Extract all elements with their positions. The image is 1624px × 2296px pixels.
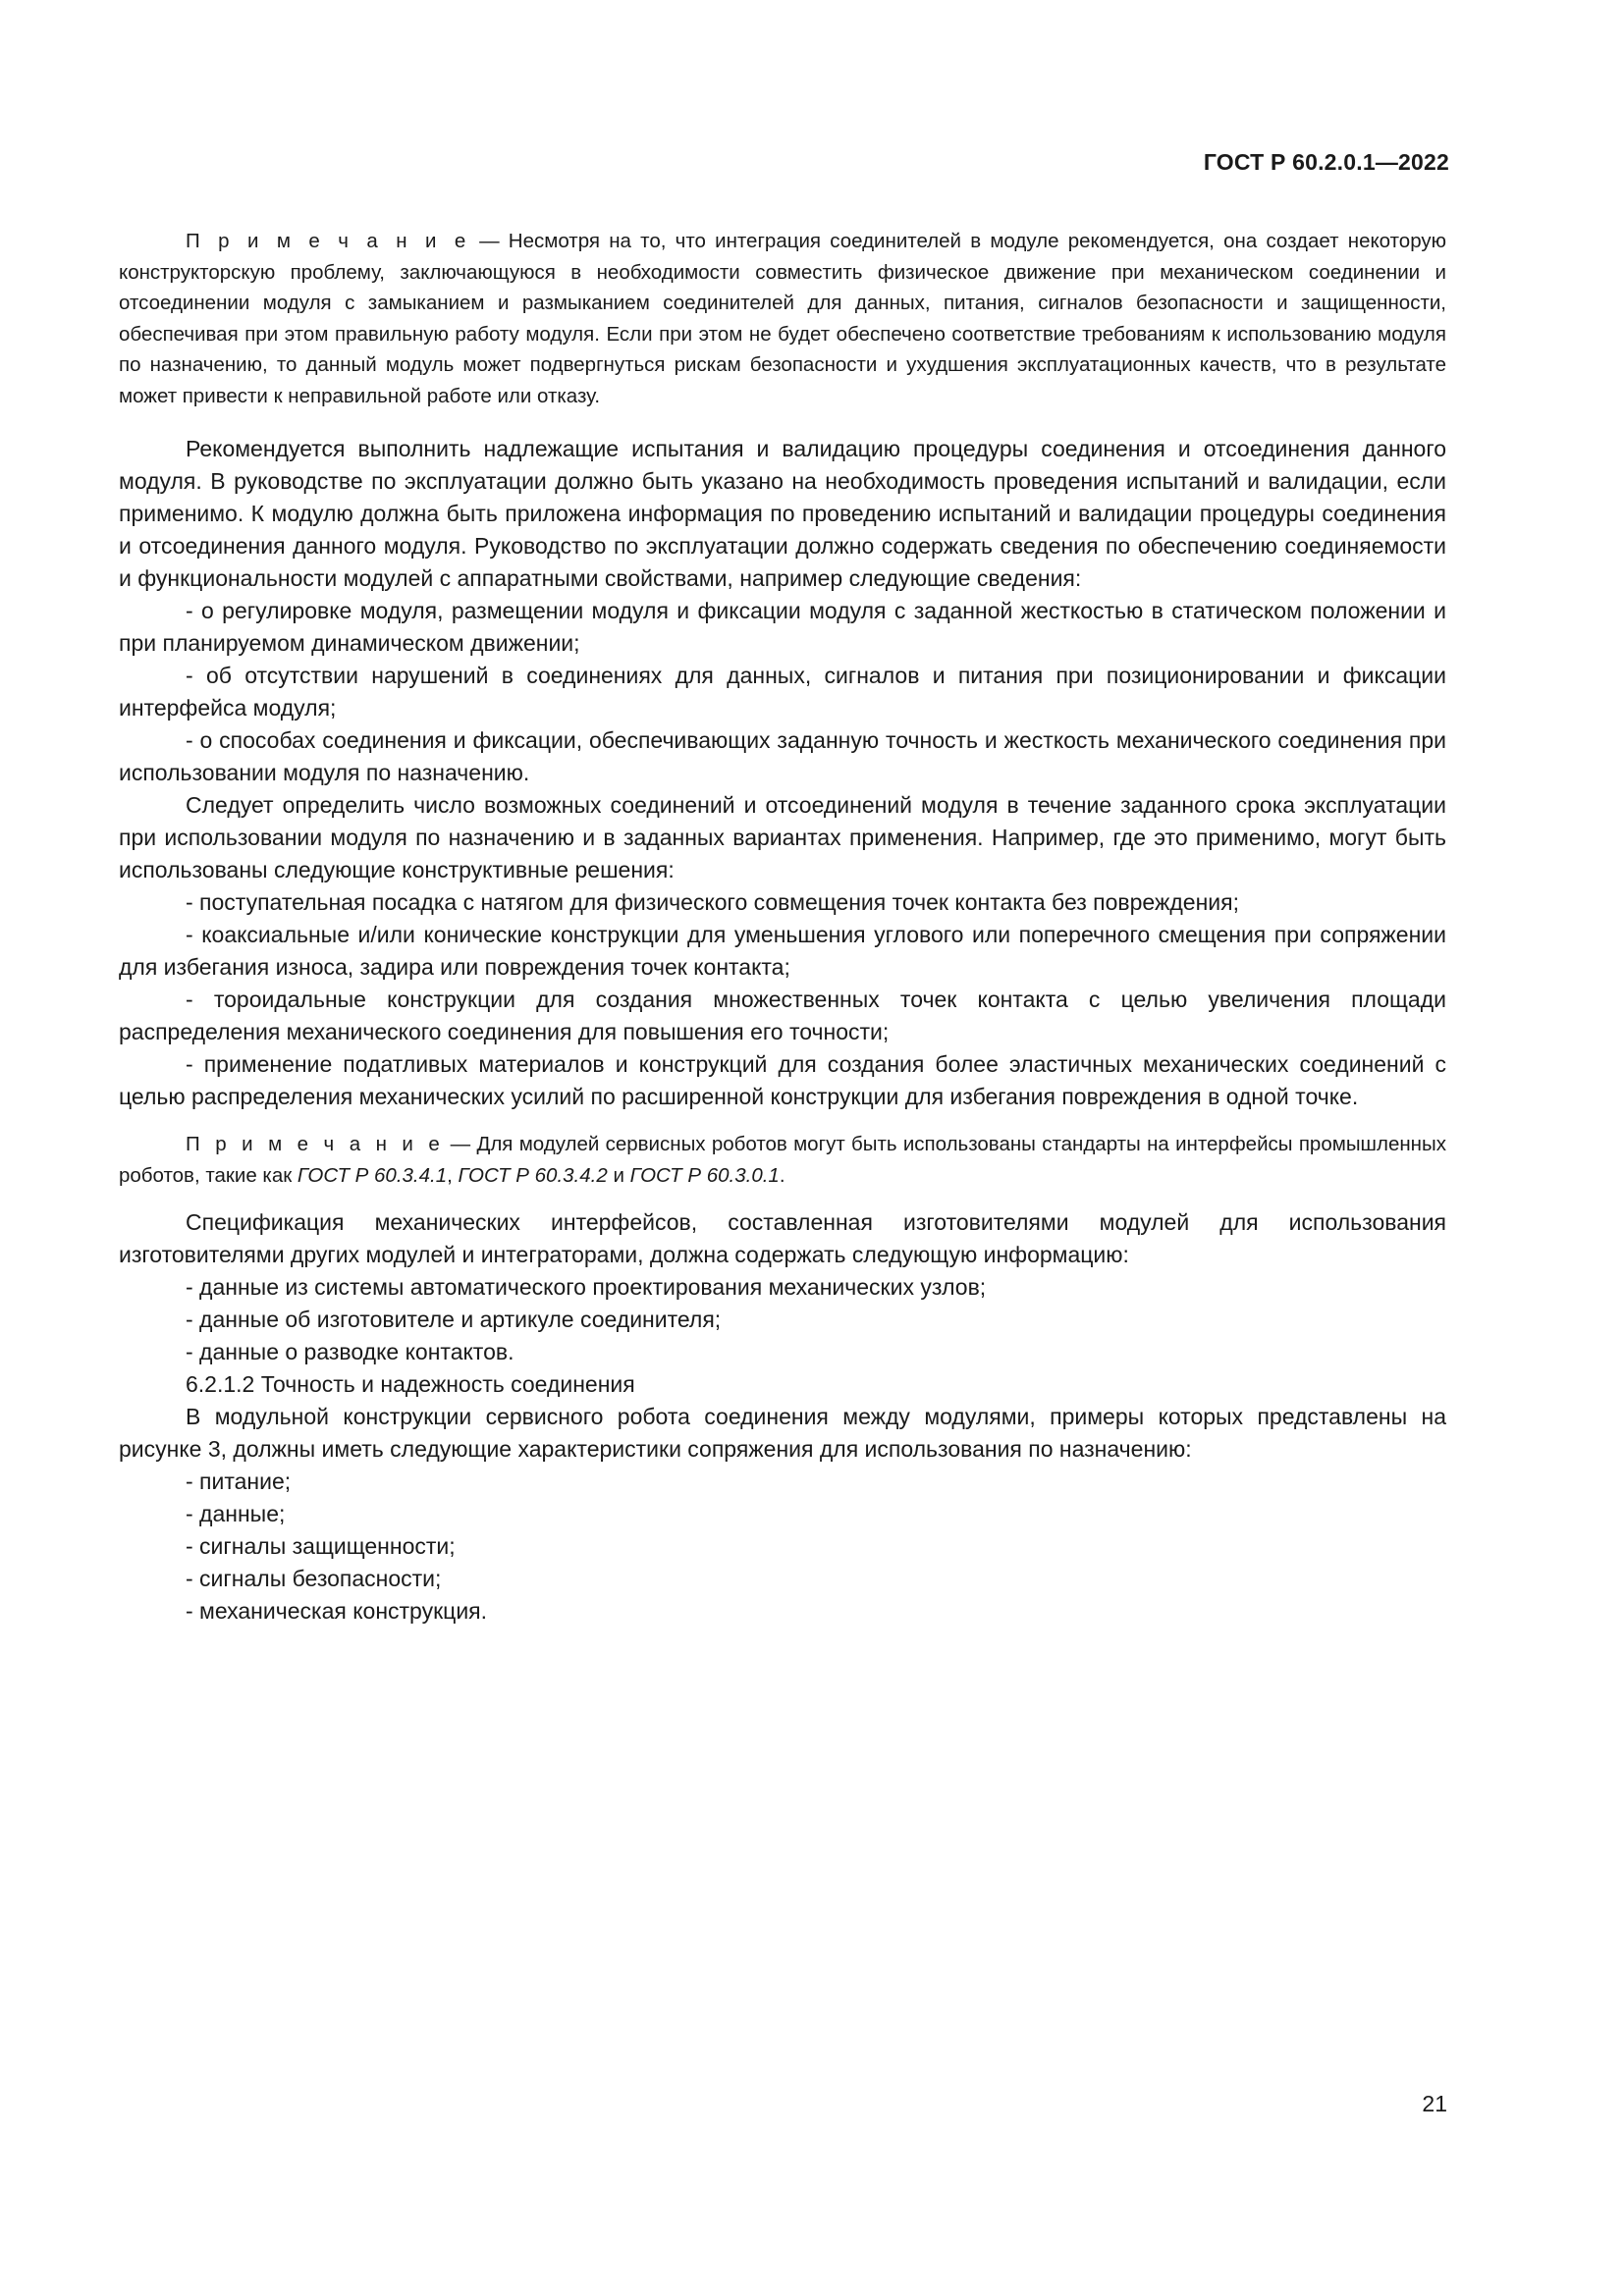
list-item-compliant-materials: - применение податливых материалов и конструкций для создания более эластичных механических соединений с целью распределения механических усилий по расширенной конструкции для избегания повреждения в одной точке. (119, 1051, 1446, 1109)
list-item-no-violations: - об отсутствии нарушений в соединениях для данных, сигналов и питания при позиционировании и фиксации интерфейса модуля; (119, 663, 1446, 721)
standard-reference: ГОСТ Р 60.3.4.1 (297, 1163, 448, 1187)
paragraph-interface-spec: Спецификация механических интерфейсов, составленная изготовителями модулей для использования изготовителями других модулей и интеграторами, должна содержать следующую информацию: (119, 1209, 1446, 1267)
note-second (119, 1129, 1446, 1191)
paragraph-testing-validation: Рекомендуется выполнить надлежащие испытания и валидацию процедуры соединения и отсоединения данного модуля. В руководстве по эксплуатации должно быть указано на необходимость проведения испытаний и валидации, если применимо. К модулю должна быть приложена информация по проведению испытаний и валидации процедуры соединения и отсоединения данного модуля. Руководство по эксплуатации должно содержать сведения по обеспечению соединяемости и функциональности модулей с аппаратными свойствами, например следующие сведения: (119, 436, 1446, 591)
list-item-safety-signals: - сигналы безопасности; (186, 1566, 442, 1591)
note-text-start: — Для модулей сервисных роботов могут быть использованы стандарты на интерфейсы промышленных роботов, такие как (119, 1133, 1446, 1187)
document-code-header: ГОСТ Р 60.2.0.1—2022 (1203, 149, 1449, 175)
paragraph-modular-design: В модульной конструкции сервисного робота соединения между модулями, примеры которых представлены на рисунке 3, должны иметь следующие характеристики сопряжения для использования по назначению: (119, 1404, 1446, 1462)
list-item-connection-methods: - о способах соединения и фиксации, обеспечивающих заданную точность и жесткость механического соединения при использовании модуля по назначению. (119, 727, 1446, 785)
list-item-power: - питание; (186, 1468, 292, 1494)
note-label: П р и м е ч а н и е (186, 230, 470, 252)
list-item-security-signals: - сигналы защищенности; (186, 1533, 456, 1559)
standard-reference: ГОСТ Р 60.3.4.2 (458, 1163, 608, 1187)
note-end: . (779, 1163, 785, 1187)
list-item-manufacturer: - данные об изготовителе и артикуле соединителя; (186, 1307, 722, 1332)
note-separator: , (447, 1163, 459, 1187)
list-item-coaxial: - коаксиальные и/или конические конструкции для уменьшения углового или поперечного смещения при сопряжении для избегания износа, задира или повреждения точек контакта; (119, 922, 1446, 980)
list-item-adjustment: - о регулировке модуля, размещении модуля и фиксации модуля с заданной жесткостью в статическом положении и при планируемом динамическом движении; (119, 598, 1446, 656)
list-item-interference-fit: - поступательная посадка с натягом для физического совмещения точек контакта без повреждения; (186, 889, 1239, 915)
standard-reference: ГОСТ Р 60.3.0.1 (629, 1163, 780, 1187)
note-first (119, 226, 1446, 411)
page-number: 21 (1422, 2091, 1447, 2116)
list-item-toroidal: - тороидальные конструкции для создания множественных точек контакта с целью увеличения площади распределения механического соединения для повышения его точности; (119, 987, 1446, 1044)
note-text: — Несмотря на то, что интеграция соединителей в модуле рекомендуется, она создает некоторую конструкторскую проблему, заключающуюся в необходимости совместить физическое движение при механическом соединении и отсоединении модуля с замыканием и размыканием соединителей для данных, питания, сигналов безопасности и защищенности, обеспечивая при этом правильную работу модуля. Если при этом не будет обеспечено соответствие требованиям к использованию модуля по назначению, то данный модуль может подвергнуться рискам безопасности и ухудшения эксплуатационных качеств, что в результате может привести к неправильной работе или отказу. (119, 230, 1446, 407)
page-content (119, 226, 1446, 1628)
list-item-data: - данные; (186, 1501, 286, 1526)
paragraph-connection-count: Следует определить число возможных соединений и отсоединений модуля в течение заданного срока эксплуатации при использовании модуля по назначению и в заданных вариантах применения. Например, где это применимо, могут быть использованы следующие конструктивные решения: (119, 792, 1446, 882)
list-item-cad-data: - данные из системы автоматического проектирования механических узлов; (186, 1274, 987, 1300)
list-item-mechanical: - механическая конструкция. (186, 1598, 488, 1624)
note-label: П р и м е ч а н и е (186, 1133, 445, 1155)
section-heading: 6.2.1.2 Точность и надежность соединения (186, 1371, 635, 1397)
list-item-pinout: - данные о разводке контактов. (186, 1339, 514, 1364)
note-separator: и (607, 1163, 630, 1187)
